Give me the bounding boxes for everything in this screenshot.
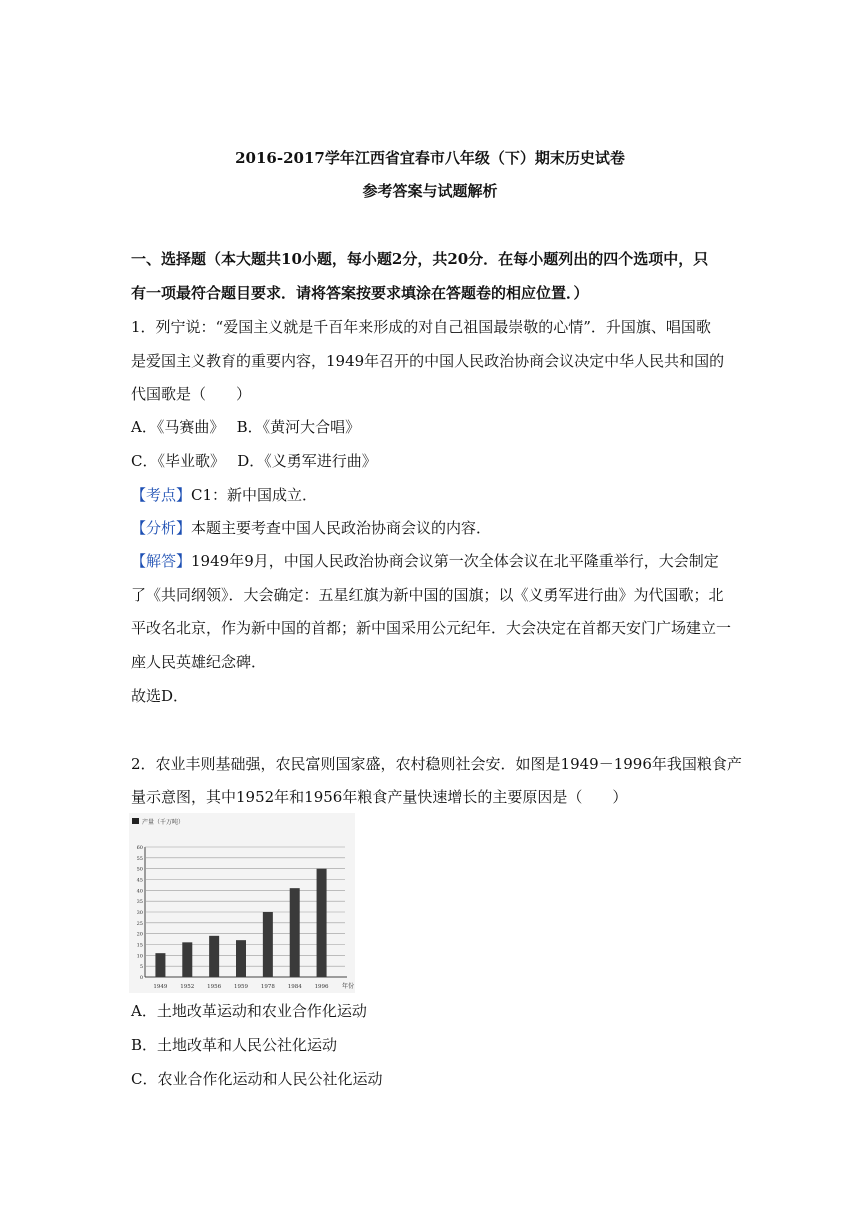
y-tick-label: 5 xyxy=(139,964,143,971)
q2-stem-line-2: 量示意图，其中1952年和1956年粮食产量快速增长的主要原因是（ ） xyxy=(131,788,628,806)
x-tick-label-1952: 1952 xyxy=(180,984,195,990)
fenxi-text: 本题主要考查中国人民政治协商会议的内容． xyxy=(191,519,492,537)
bar-1959 xyxy=(236,940,246,977)
y-tick-label: 55 xyxy=(136,855,143,862)
legend-label: 产量（千万吨） xyxy=(142,819,185,826)
y-tick-label: 35 xyxy=(136,899,143,906)
document-subtitle: 参考答案与试题解析 xyxy=(362,182,498,200)
kaodian-tag: 【考点】 xyxy=(131,486,192,504)
y-tick-label: 15 xyxy=(136,942,143,949)
q1-jieda-line-1 xyxy=(131,551,731,571)
x-tick-label-1996: 1996 xyxy=(314,984,329,990)
q2-option-c: C．农业合作化运动和人民公社化运动 xyxy=(131,1070,383,1088)
bar-1978 xyxy=(263,912,273,977)
q1-jieda-line-3: 平改名北京，作为新中国的首都；新中国采用公元纪年．大会决定在首都天安门广场建立一 xyxy=(131,619,732,637)
bar-1949 xyxy=(155,953,165,977)
y-tick-label: 30 xyxy=(136,910,143,916)
x-tick-label-1956: 1956 xyxy=(207,984,222,990)
y-tick-label: 0 xyxy=(139,975,143,981)
y-tick-label: 20 xyxy=(136,931,143,938)
q1-answer: 故选D． xyxy=(131,687,189,705)
section-heading-line-1: 一、选择题（本大题共10小题，每小题2分，共20分．在每小题列出的四个选项中，只 xyxy=(131,250,709,268)
y-tick-label: 40 xyxy=(136,888,143,895)
y-tick-label: 45 xyxy=(136,877,143,884)
q2-option-a: A．土地改革运动和农业合作化运动 xyxy=(131,1002,367,1020)
q1-options-cd: C．《毕业歌》 D．《义勇军进行曲》 xyxy=(131,452,377,470)
jieda-text-1: 1949年9月，中国人民政治协商会议第一次全体会议在北平隆重举行，大会制定 xyxy=(191,552,719,570)
x-tick-label-1984: 1984 xyxy=(287,984,302,990)
kaodian-text: C1：新中国成立． xyxy=(191,486,318,504)
q2-option-b: B．土地改革和人民公社化运动 xyxy=(131,1036,338,1054)
bar-1984 xyxy=(290,888,300,977)
x-tick-labels xyxy=(153,984,329,990)
fenxi-tag: 【分析】 xyxy=(131,519,192,537)
q1-options-ab: A．《马赛曲》 B．《黄河大合唱》 xyxy=(131,418,361,436)
section-heading-line-2: 有一项最符合题目要求．请将答案按要求填涂在答题卷的相应位置．） xyxy=(131,284,589,302)
x-tick-label-1949: 1949 xyxy=(153,984,168,990)
legend-swatch xyxy=(132,818,139,824)
q1-stem-line-3: 代国歌是（ ） xyxy=(131,385,252,403)
bar-1952 xyxy=(182,942,192,977)
bar-1996 xyxy=(317,869,327,977)
q1-fenxi xyxy=(131,518,731,538)
q2-stem-line-1: 2．农业丰则基础强，农民富则国家盛，农村稳则社会安．如图是1949－1996年我国粮食产 xyxy=(131,755,742,773)
bar-chart-svg xyxy=(129,813,355,993)
q1-jieda-line-2: 了《共同纲领》．大会确定：五星红旗为新中国的国旗；以《义勇军进行曲》为代国歌；北 xyxy=(131,586,724,604)
x-tick-label-1978: 1978 xyxy=(260,984,275,990)
q1-kaodian xyxy=(131,485,731,505)
q1-stem-line-1: 1．列宁说：“爱国主义就是千百年来形成的对自己祖国最崇敬的心情”．升国旗、唱国歌 xyxy=(131,318,711,336)
y-tick-label: 60 xyxy=(136,845,143,851)
grain-output-chart xyxy=(129,813,355,993)
x-axis-unit: 年份 xyxy=(342,983,355,990)
bar-1956 xyxy=(209,936,219,977)
q1-stem-line-2: 是爱国主义教育的重要内容，1949年召开的中国人民政治协商会议决定中华人民共和国的 xyxy=(131,352,725,370)
y-tick-label: 25 xyxy=(136,920,143,927)
document-title: 2016-2017学年江西省宜春市八年级（下）期末历史试卷 xyxy=(235,149,625,167)
jieda-tag: 【解答】 xyxy=(131,552,192,570)
q1-jieda-line-4: 座人民英雄纪念碑． xyxy=(131,653,267,671)
y-tick-label: 50 xyxy=(136,866,143,873)
y-tick-label: 10 xyxy=(136,953,143,960)
x-tick-label-1959: 1959 xyxy=(234,984,248,990)
y-tick-labels xyxy=(137,845,143,981)
